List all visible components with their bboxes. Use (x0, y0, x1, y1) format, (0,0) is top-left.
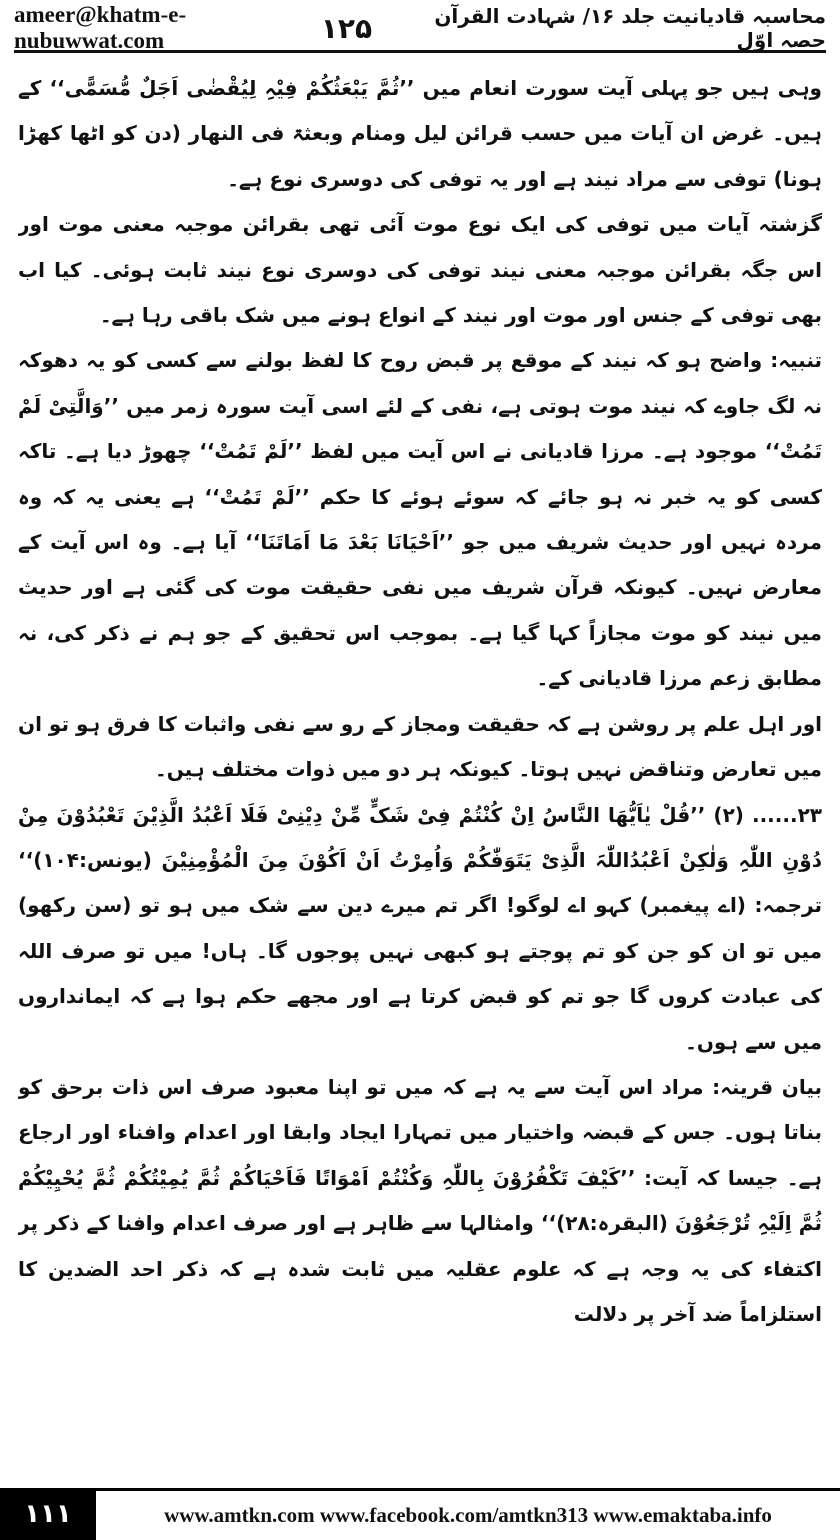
paragraph-2: گزشتہ آیات میں توفی کی ایک نوع موت آئی تھی بقرائن موجبہ معنی موت اور اس جگہ بقرائن موجبہ معنی نیند توفی کی دوسری نوع نیند ثابت ہوئی۔ کیا اب بھی توفی کے جنس اور موت اور نیند کے انواع ہونے میں شک باقی رہا ہے۔ (18, 212, 822, 328)
paragraph-6: بیان قرینہ: مراد اس آیت سے یہ ہے کہ میں تو اپنا معبود صرف اس ذات برحق کو بناتا ہوں۔ جس کے قبضہ واختیار میں تمہارا ایجاد وابقا اور اعدام وافناء اور ارجاع ہے۔ جیسا کہ آیت: ’’کَیْفَ تَکْفُرُوْنَ بِاللّٰہِ وَکُنْتُمْ اَمْوَاتًا فَاَحْیَاکُمْ ثُمَّ یُمِیْتُکُمْ ثُمَّ یُحْیِیْکُمْ ثُمَّ اِلَیْہِ تُرْجَعُوْنَ (البقرہ:۲۸)‘‘ وامثالہا سے ظاہر ہے اور صرف اعدام وافنا کے ذکر پر اکتفاء کی یہ وجہ ہے کہ علوم عقلیہ میں ثابت شدہ ہے کہ ذکر احد الضدین کا استلزاماً ضد آخر پر دلالت (18, 1074, 822, 1326)
header-right-group (311, 4, 826, 52)
paragraph-5: ۲۳...... (۲) ’’قُلْ یٰاَیُّھَا النَّاسُ اِنْ کُنْتُمْ فِیْ شَکٍّ مِّنْ دِیْنِیْ فَلَا اَعْبُدُ الَّذِیْنَ تَعْبُدُوْنَ مِنْ دُوْنِ اللّٰہِ وَلٰکِنْ اَعْبُدُاللّٰہَ الَّذِیْ یَتَوَفّٰکُمْ وَاُمِرْتُ اَنْ اَکُوْنَ مِنَ الْمُؤْمِنِیْنَ (یونس:۱۰۴)‘‘ ترجمہ: (اے پیغمبر) کہو اے لوگو! اگر تم میرے دین سے شک میں ہو تو (سن رکھو) میں تو ان کو جن کو تم پوجتے ہو کبھی نہیں پوجوں گا۔ ہاں! میں تو صرف اللہ کی عبادت کروں گا جو تم کو قبض کرتا ہے اور مجھے حکم ہوا ہے کہ ایمانداروں میں سے ہوں۔ (18, 802, 822, 1054)
paragraph-3: تنبیہ: واضح ہو کہ نیند کے موقع پر قبض روح کا لفظ بولنے سے کسی کو یہ دھوکہ نہ لگ جاوے کہ نیند موت ہوتی ہے، نفی کے لئے اسی آیت سورہ زمر میں ’’وَالَّتِیْ لَمْ تَمُتْ‘‘ موجود ہے۔ مرزا قادیانی نے اس آیت میں لفظ ’’لَمْ تَمُتْ‘‘ چھوڑ دیا ہے۔ تاکہ کسی کو یہ خبر نہ ہو جائے کہ سوئے ہوئے کا حکم ’’لَمْ تَمُتْ‘‘ ہے یعنی یہ کہ وہ مردہ نہیں اور حدیث شریف میں جو ’’اَحْیَانَا بَعْدَ مَا اَمَاتَنَا‘‘ آیا ہے۔ وہ اس آیت کے معارض نہیں۔ کیونکہ قرآن شریف میں نفی حقیقت موت کی گئی ہے اور حدیث میں نیند کو موت مجازاً کہا گیا ہے۔ بموجب اس تحقیق کے جو ہم نے ذکر کی، نہ مطابق زعم مرزا قادیانی کے۔ (18, 348, 822, 691)
header-email: ameer@khatm-e-nubuwwat.com (14, 2, 187, 53)
header-page-number: ۱۲۵ (320, 11, 373, 45)
page-header (14, 2, 826, 53)
footer-folio: ۱۱۱ (0, 1488, 96, 1540)
page-footer (0, 1488, 840, 1540)
page-body (18, 66, 822, 1456)
paragraph-1: وہی ہیں جو پہلی آیت سورت انعام میں ’’ثُمَّ یَبْعَثُکُمْ فِیْہِ لِیُقْضٰی اَجَلٌ مُّسَمًّی‘‘ کے ہیں۔ غرض ان آیات میں حسب قرائن لیل ومنام وبعثۃ فی النھار (دن کو اٹھا کھڑا ہونا) توفی سے مراد نیند ہے اور یہ توفی کی دوسری نوع ہے۔ (18, 76, 822, 191)
header-running-title: محاسبہ قادیانیت جلد ۱۶/ شہادت القرآن حصہ اوّل (434, 4, 826, 52)
footer-links: www.amtkn.com www.facebook.com/amtkn313 www.emaktaba.info (96, 1488, 840, 1540)
paragraph-4: اور اہل علم پر روشن ہے کہ حقیقت ومجاز کے رو سے نفی واثبات کا فرق ہو تو ان میں تعارض وتناقض نہیں ہوتا۔ کیونکہ ہر دو میں ذوات مختلف ہیں۔ (18, 711, 822, 782)
